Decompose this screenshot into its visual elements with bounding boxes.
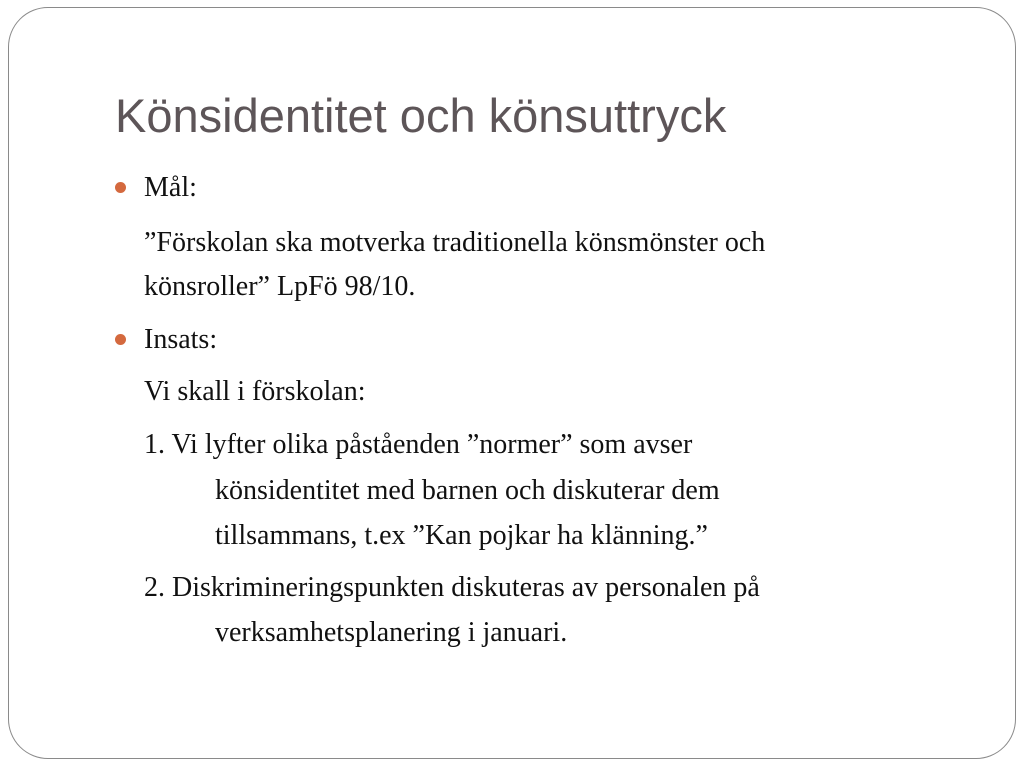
- action-item-2-line-1: 2. Diskrimineringspunkten diskuteras av personalen på: [144, 572, 760, 603]
- action-item-1-line-3: tillsammans, t.ex ”Kan pojkar ha klänning.”: [215, 520, 708, 551]
- bullet-heading-mal: Mål:: [144, 172, 197, 203]
- bullet-heading-insats: Insats:: [144, 324, 218, 355]
- action-item-1-line-2: könsidentitet med barnen och diskuterar dem: [215, 475, 720, 506]
- bullet-dot-icon: [115, 182, 126, 193]
- bullet-dot-icon: [115, 334, 126, 345]
- slide-title: Könsidentitet och könsuttryck: [115, 89, 727, 142]
- action-item-2-line-2: verksamhetsplanering i januari.: [215, 617, 568, 648]
- action-intro: Vi skall i förskolan:: [144, 376, 366, 407]
- action-item-1-line-1: 1. Vi lyfter olika påståenden ”normer” som avser: [144, 429, 693, 460]
- goal-quote-line-1: ”Förskolan ska motverka traditionella könsmönster och: [144, 227, 766, 258]
- goal-quote-line-2: könsroller” LpFö 98/10.: [144, 271, 416, 302]
